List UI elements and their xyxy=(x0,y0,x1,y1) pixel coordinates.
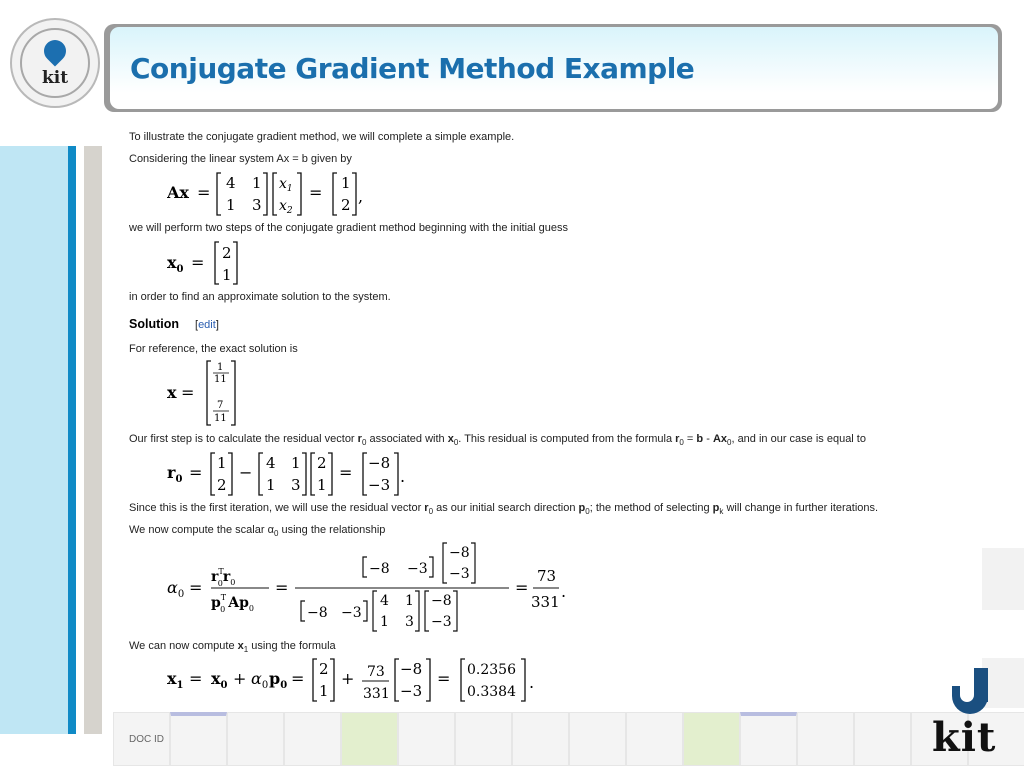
footer-tile xyxy=(626,712,683,766)
svg-text:=: = xyxy=(197,183,211,202)
svg-text:11: 11 xyxy=(214,413,227,424)
equation-residual xyxy=(167,450,427,503)
considering-text: Considering the linear system Ax = b given by xyxy=(129,153,352,165)
svg-text:0.3384: 0.3384 xyxy=(467,684,516,700)
now-compute-text: We now compute the scalar $\alpha_0$ using the relationship xyxy=(129,524,386,539)
footer-tile xyxy=(455,712,512,766)
svg-text:x0: $x_0$ xyxy=(167,253,184,275)
equation-alpha xyxy=(167,539,567,640)
svg-text:+: + xyxy=(233,669,247,688)
svg-text:α0: $\alpha_0$ xyxy=(167,578,185,600)
doc-id: DOC ID xyxy=(129,734,164,745)
svg-text:−3: −3 xyxy=(400,682,423,700)
svg-text:−8: −8 xyxy=(400,660,423,678)
svg-text:.: . xyxy=(400,467,406,486)
svg-text:1: 1 xyxy=(222,266,232,284)
svg-text:7: 7 xyxy=(217,400,224,411)
footer-tiles xyxy=(113,706,1024,764)
svg-text:x1: $x_1$ xyxy=(279,176,293,194)
svg-text:1: 1 xyxy=(405,593,414,609)
svg-text:3: 3 xyxy=(252,196,262,214)
svg-text:1: 1 xyxy=(217,362,224,373)
svg-text:1: 1 xyxy=(319,682,329,700)
svg-text:2: 2 xyxy=(317,454,327,472)
equation-x1 xyxy=(167,656,547,709)
svg-text:3: 3 xyxy=(291,476,301,494)
solution-heading: Solution xyxy=(129,317,179,331)
svg-text:−8: −8 xyxy=(431,593,452,609)
svg-text:−8: −8 xyxy=(368,454,391,472)
footer-tile xyxy=(284,712,341,766)
left-decor-grey xyxy=(84,146,102,734)
svg-text:p0: $p_0$ xyxy=(269,669,288,691)
svg-text:x2: $x_2$ xyxy=(279,198,293,216)
svg-text:−3: −3 xyxy=(407,561,428,577)
intro-text: To illustrate the conjugate gradient method, we will complete a simple example. xyxy=(129,131,515,143)
institute-seal-logo xyxy=(10,18,100,108)
svg-text:−8: −8 xyxy=(307,605,328,621)
left-decor-light xyxy=(0,146,68,734)
svg-text:3: 3 xyxy=(405,614,414,630)
can-now-text: We can now compute $x_1$ using the formula xyxy=(129,640,336,655)
svg-text:1: 1 xyxy=(226,196,236,214)
footer-tile xyxy=(512,712,569,766)
svg-text:2: 2 xyxy=(217,476,227,494)
svg-text:1: 1 xyxy=(341,174,351,192)
svg-text:−: − xyxy=(239,463,253,482)
svg-text:Ax: Ax xyxy=(167,183,189,202)
in-order-text: in order to find an approximate solution to the system. xyxy=(129,291,391,303)
we-will-text: we will perform two steps of the conjugate gradient method beginning with the initial guess xyxy=(129,222,569,234)
edit-link-wrapper: [edit] xyxy=(195,319,219,331)
footer-tile xyxy=(341,712,398,766)
svg-text:11: 11 xyxy=(214,374,227,385)
svg-text:+: + xyxy=(341,669,355,688)
footer-tile xyxy=(170,712,227,766)
footer-tile xyxy=(683,712,740,766)
svg-text:=: = xyxy=(515,578,529,597)
svg-text:x1: $x_1$ xyxy=(167,669,184,691)
equation-linear-system xyxy=(167,170,387,223)
svg-text:331: 331 xyxy=(531,593,560,611)
svg-text:1: 1 xyxy=(380,614,389,630)
svg-text:4: 4 xyxy=(266,454,276,472)
svg-text:2: 2 xyxy=(222,244,232,262)
svg-text:.: . xyxy=(561,582,567,601)
svg-text:=: = xyxy=(181,383,195,402)
svg-text:−3: −3 xyxy=(431,614,452,630)
svg-text:73: 73 xyxy=(367,664,385,680)
svg-text:pT0Ap0: $p^T$ 0 $Ap_0$ xyxy=(211,593,254,614)
equation-initial-guess xyxy=(167,240,257,291)
equation-exact-solution xyxy=(167,358,257,433)
svg-text:2: 2 xyxy=(341,196,351,214)
svg-text:−3: −3 xyxy=(368,476,391,494)
side-panel xyxy=(982,548,1024,610)
for-reference-text: For reference, the exact solution is xyxy=(129,343,298,355)
since-text: Since this is the first iteration, we will use the residual vector $r_0$ as our initial search direction $p_0$; the method of selecting $p_k$ will change in further iterations. xyxy=(129,502,879,517)
svg-text:4: 4 xyxy=(226,174,236,192)
svg-text:73: 73 xyxy=(537,567,557,585)
footer-tile xyxy=(740,712,797,766)
footer-tile xyxy=(854,712,911,766)
footer-tile xyxy=(797,712,854,766)
svg-text:=: = xyxy=(437,669,451,688)
svg-text:=: = xyxy=(291,669,305,688)
svg-text:1: 1 xyxy=(291,454,301,472)
svg-text:.: . xyxy=(529,673,535,692)
svg-text:2: 2 xyxy=(319,660,329,678)
footer-tile xyxy=(227,712,284,766)
svg-text:−3: −3 xyxy=(341,605,362,621)
kit-j-logo-icon xyxy=(952,668,992,714)
svg-text:=: = xyxy=(191,253,205,272)
kit-logo-text: kit xyxy=(932,714,997,761)
svg-text:−8: −8 xyxy=(369,561,390,577)
svg-text:=: = xyxy=(339,463,353,482)
svg-text:4: 4 xyxy=(380,593,389,609)
seal-text: kit xyxy=(41,68,69,88)
svg-text:=: = xyxy=(189,669,203,688)
svg-text:331: 331 xyxy=(363,686,390,702)
svg-text:1: 1 xyxy=(217,454,227,472)
svg-text:=: = xyxy=(309,183,323,202)
svg-text:0.2356: 0.2356 xyxy=(467,662,516,678)
svg-text:α0: $\alpha_0$ xyxy=(251,669,269,691)
page-title: Conjugate Gradient Method Example xyxy=(130,52,695,85)
svg-text:rT0r0: $r^T$ $0r_0$ xyxy=(211,567,236,588)
svg-text:r0: $r_0$ xyxy=(167,463,183,485)
footer-tile xyxy=(569,712,626,766)
svg-text:1: 1 xyxy=(252,174,262,192)
svg-text:,: , xyxy=(358,187,364,206)
left-decor-blue xyxy=(68,146,76,734)
svg-text:−8: −8 xyxy=(449,545,470,561)
svg-text:=: = xyxy=(275,578,289,597)
edit-link[interactable]: edit xyxy=(198,319,216,331)
svg-text:1: 1 xyxy=(266,476,276,494)
svg-text:=: = xyxy=(189,578,203,597)
svg-text:1: 1 xyxy=(317,476,327,494)
svg-text:−3: −3 xyxy=(449,566,470,582)
footer-tile xyxy=(398,712,455,766)
svg-text:x: x xyxy=(167,383,177,402)
svg-text:x0: $x_0$ xyxy=(211,669,228,691)
first-step-text: Our first step is to calculate the residual vector $r_0$ associated with $x_0$. This residual is computed from the formula $r_0 = b - Ax_0$, and in our case is equal to xyxy=(129,433,866,448)
svg-text:=: = xyxy=(189,463,203,482)
